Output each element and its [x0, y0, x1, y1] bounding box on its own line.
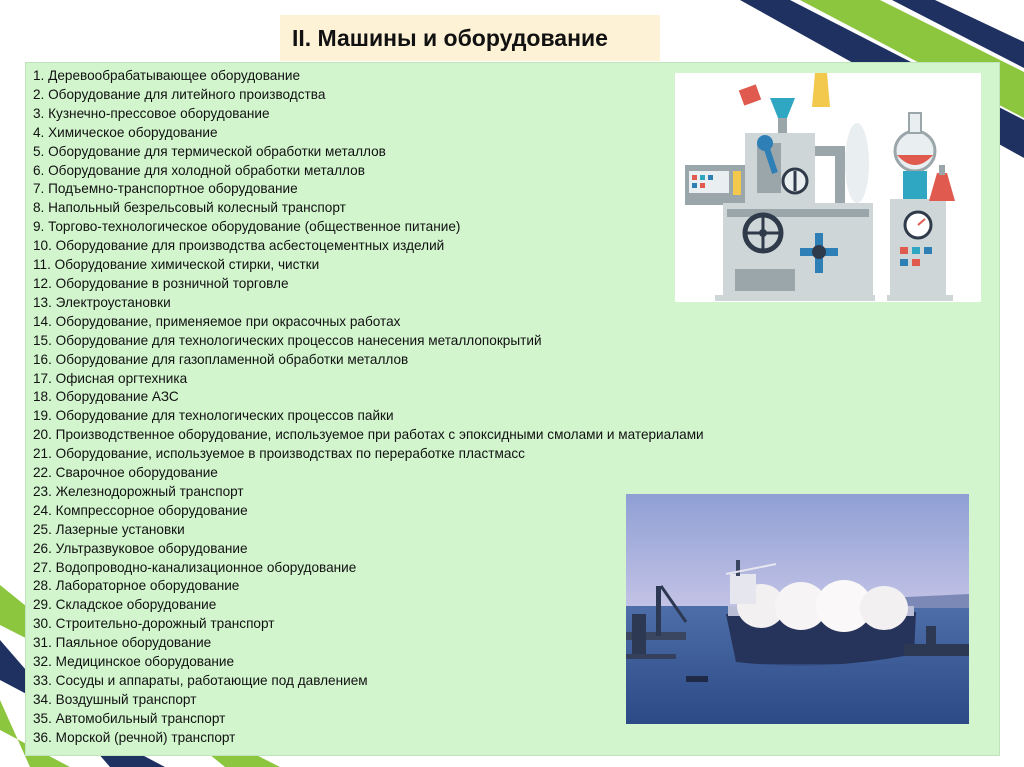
list-item: 31. Паяльное оборудование [33, 635, 212, 651]
list-item: 36. Морской (речной) транспорт [33, 729, 236, 745]
ship-photo [626, 494, 969, 724]
list-item: 5. Оборудование для термической обработки металлов [33, 143, 386, 159]
list-item: 30. Строительно-дорожный транспорт [33, 616, 275, 632]
list-item: 10. Оборудование для производства асбестоцементных изделий [33, 238, 445, 254]
list-item: 3. Кузнечно-прессовое оборудование [33, 105, 270, 121]
list-item: 27. Водопроводно-канализационное оборудование [33, 559, 357, 575]
list-item: 12. Оборудование в розничной торговле [33, 275, 289, 291]
list-item: 22. Сварочное оборудование [33, 465, 218, 481]
list-item: 28. Лабораторное оборудование [33, 578, 240, 594]
list-item: 14. Оборудование, применяемое при окрасочных работах [33, 313, 401, 329]
machine-illustration [675, 73, 981, 302]
list-item: 2. Оборудование для литейного производства [33, 86, 326, 102]
list-item: 4. Химическое оборудование [33, 124, 218, 140]
list-item: 9. Торгово-технологическое оборудование (общественное питание) [33, 219, 461, 235]
list-item: 23. Железнодорожный транспорт [33, 483, 244, 499]
list-item: 16. Оборудование для газопламенной обработки металлов [33, 351, 409, 367]
list-item: 6. Оборудование для холодной обработки металлов [33, 162, 365, 178]
list-item: 20. Производственное оборудование, используемое при работах с эпоксидными смолами и материалами [33, 427, 704, 443]
list-item: 34. Воздушный транспорт [33, 691, 197, 707]
list-item: 32. Медицинское оборудование [33, 654, 235, 670]
list-item: 15. Оборудование для технологических процессов нанесения металлопокрытий [33, 332, 542, 348]
list-item: 26. Ультразвуковое оборудование [33, 540, 248, 556]
equipment-list [33, 67, 704, 748]
list-item: 11. Оборудование химической стирки, чистки [33, 257, 320, 273]
list-item: 24. Компрессорное оборудование [33, 502, 248, 518]
list-item: 18. Оборудование АЗС [33, 389, 179, 405]
list-item: 25. Лазерные установки [33, 521, 185, 537]
slide-title: II. Машины и оборудование [280, 15, 660, 61]
list-item: 1. Деревообрабатывающее оборудование [33, 68, 301, 83]
list-item: 8. Напольный безрельсовый колесный транспорт [33, 200, 346, 216]
list-item: 29. Складское оборудование [33, 597, 217, 613]
list-item: 35. Автомобильный транспорт [33, 710, 226, 726]
list-item: 21. Оборудование, используемое в производствах по переработке пластмасс [33, 446, 525, 462]
list-item: 13. Электроустановки [33, 294, 171, 310]
list-item: 7. Подъемно-транспортное оборудование [33, 181, 298, 197]
list-item: 17. Офисная оргтехника [33, 370, 188, 386]
list-item: 33. Сосуды и аппараты, работающие под давлением [33, 673, 368, 688]
list-item: 19. Оборудование для технологических процессов пайки [33, 408, 394, 424]
